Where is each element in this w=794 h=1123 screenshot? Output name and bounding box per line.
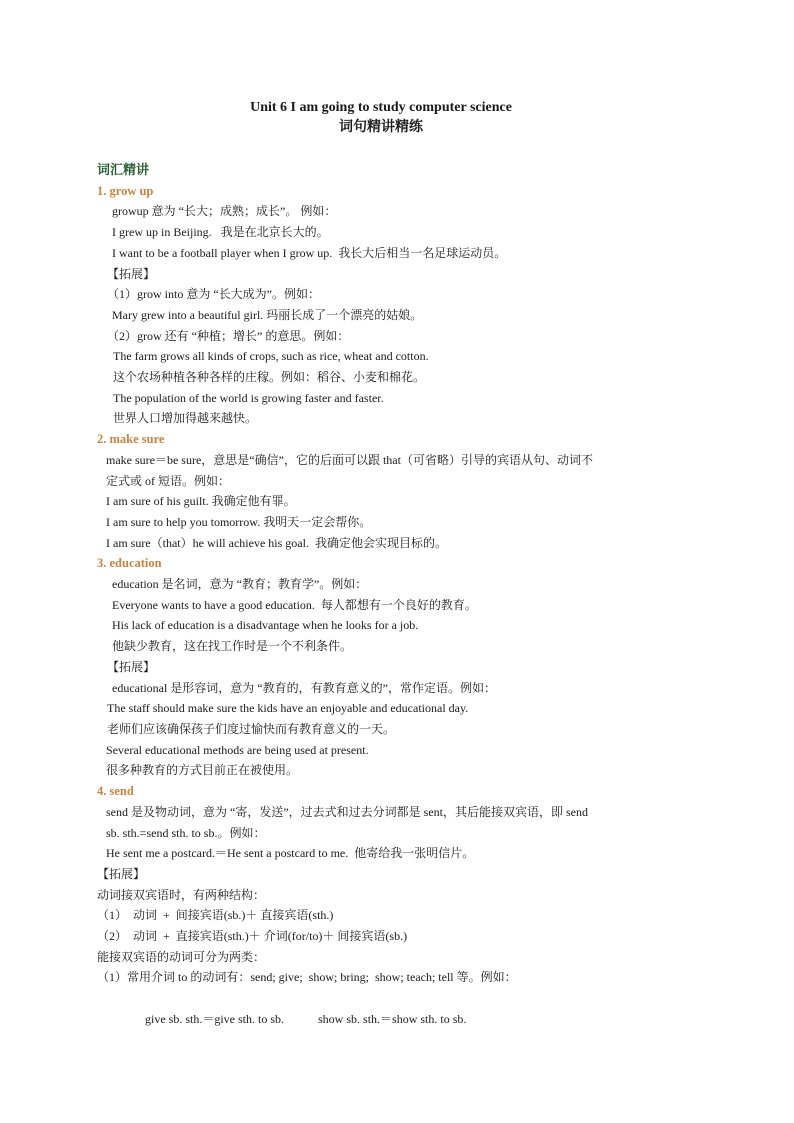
item-text: 动词接双宾语时，有两种结构：	[97, 887, 266, 902]
item-text: 定式或 of 短语。例如：	[106, 473, 230, 488]
example-translation: 他缺少教育，这在找工作时是一个不利条件。	[112, 639, 353, 654]
item-text: educational 是形容词，意为 “教育的，有教育意义的”，常作定语。例如：	[112, 680, 496, 695]
example-sentence: I am sure to help you tomorrow. 我明天一定会帮你。	[106, 514, 372, 529]
example-translation: 这个农场种植各种各样的庄稼。例如：稻谷、小麦和棉花。	[113, 370, 426, 385]
example-translation: 老师们应该确保孩子们度过愉快而有教育意义的一天。	[107, 721, 396, 736]
item-text: （1）grow into 意为 “长大成为”。例如：	[107, 287, 320, 302]
example-sentence: He sent me a postcard.＝He sent a postcard to me. 他寄给我一张明信片。	[106, 846, 475, 861]
example-sentence: Mary grew into a beautiful girl. 玛丽长成了一个漂亮的姑娘。	[112, 307, 423, 322]
item-text: make sure＝be sure，意思是“确信”，它的后面可以跟 that（可省略）引导的宾语从句、动词不	[106, 452, 593, 467]
extension-label: 【拓展】	[107, 266, 156, 281]
example-sentence: Everyone wants to have a good education. 每人都想有一个良好的教育。	[112, 597, 477, 612]
section-heading: 词汇精讲	[97, 162, 150, 177]
example-sentence: The population of the world is growing faster and faster.	[113, 390, 384, 405]
document-body	[97, 160, 682, 1050]
item-text: growup 意为 “长大；成熟；成长”。 例如：	[112, 204, 337, 219]
item-heading: 4. send	[97, 784, 134, 799]
item-text: education 是名词，意为 “教育；教育学”。例如：	[112, 577, 368, 592]
example-sentence: I grew up in Beijing. 我是在北京长大的。	[112, 225, 329, 240]
example-pair: give sb. sth.＝give sth. to sb.	[145, 1011, 285, 1026]
example-translation: 世界人口增加得越来越快。	[113, 411, 258, 426]
example-sentence: I am sure of his guilt. 我确定他有罪。	[106, 494, 296, 509]
item-text: （1）常用介词 to 的动词有：send; give; show; bring; show; teach; tell 等。例如：	[97, 970, 517, 985]
item-heading: 1. grow up	[97, 183, 154, 198]
item-text: send 是及物动词，意为 “寄，发送”，过去式和过去分词都是 sent，其后能接双宾语，即 send	[106, 804, 588, 819]
example-translation: 很多种教育的方式目前正在被使用。	[106, 763, 299, 778]
page-title: Unit 6 I am going to study computer science	[250, 100, 512, 115]
example-pair-row	[97, 988, 682, 1050]
page-subtitle: 词句精讲精练	[339, 120, 423, 135]
example-sentence: His lack of education is a disadvantage when he looks for a job.	[112, 618, 419, 633]
extension-label: 【拓展】	[107, 659, 156, 674]
item-text: sb. sth.=send sth. to sb.。例如：	[106, 825, 266, 840]
example-sentence: Several educational methods are being used at present.	[106, 742, 369, 757]
structure-pattern: （1） 动词 + 间接宾语(sb.)＋ 直接宾语(sth.)	[97, 908, 334, 923]
example-sentence: I am sure（that）he will achieve his goal. 我确定他会实现目标的。	[106, 535, 447, 550]
item-heading: 3. education	[97, 556, 162, 571]
structure-pattern: （2） 动词 + 直接宾语(sth.)＋ 介词(for/to)＋ 间接宾语(sb.)	[97, 929, 408, 944]
example-sentence: The staff should make sure the kids have an enjoyable and educational day.	[107, 701, 469, 716]
extension-label: 【拓展】	[97, 866, 146, 881]
item-text: 能接双宾语的动词可分为两类：	[97, 949, 266, 964]
item-text: （2）grow 还有 “种植；增长” 的意思。例如：	[107, 328, 350, 343]
item-heading: 2. make sure	[97, 432, 165, 447]
example-sentence: The farm grows all kinds of crops, such as rice, wheat and cotton.	[113, 349, 429, 364]
example-sentence: I want to be a football player when I grow up. 我长大后相当一名足球运动员。	[112, 245, 507, 260]
example-pair: show sb. sth.＝show sth. to sb.	[318, 1011, 467, 1026]
